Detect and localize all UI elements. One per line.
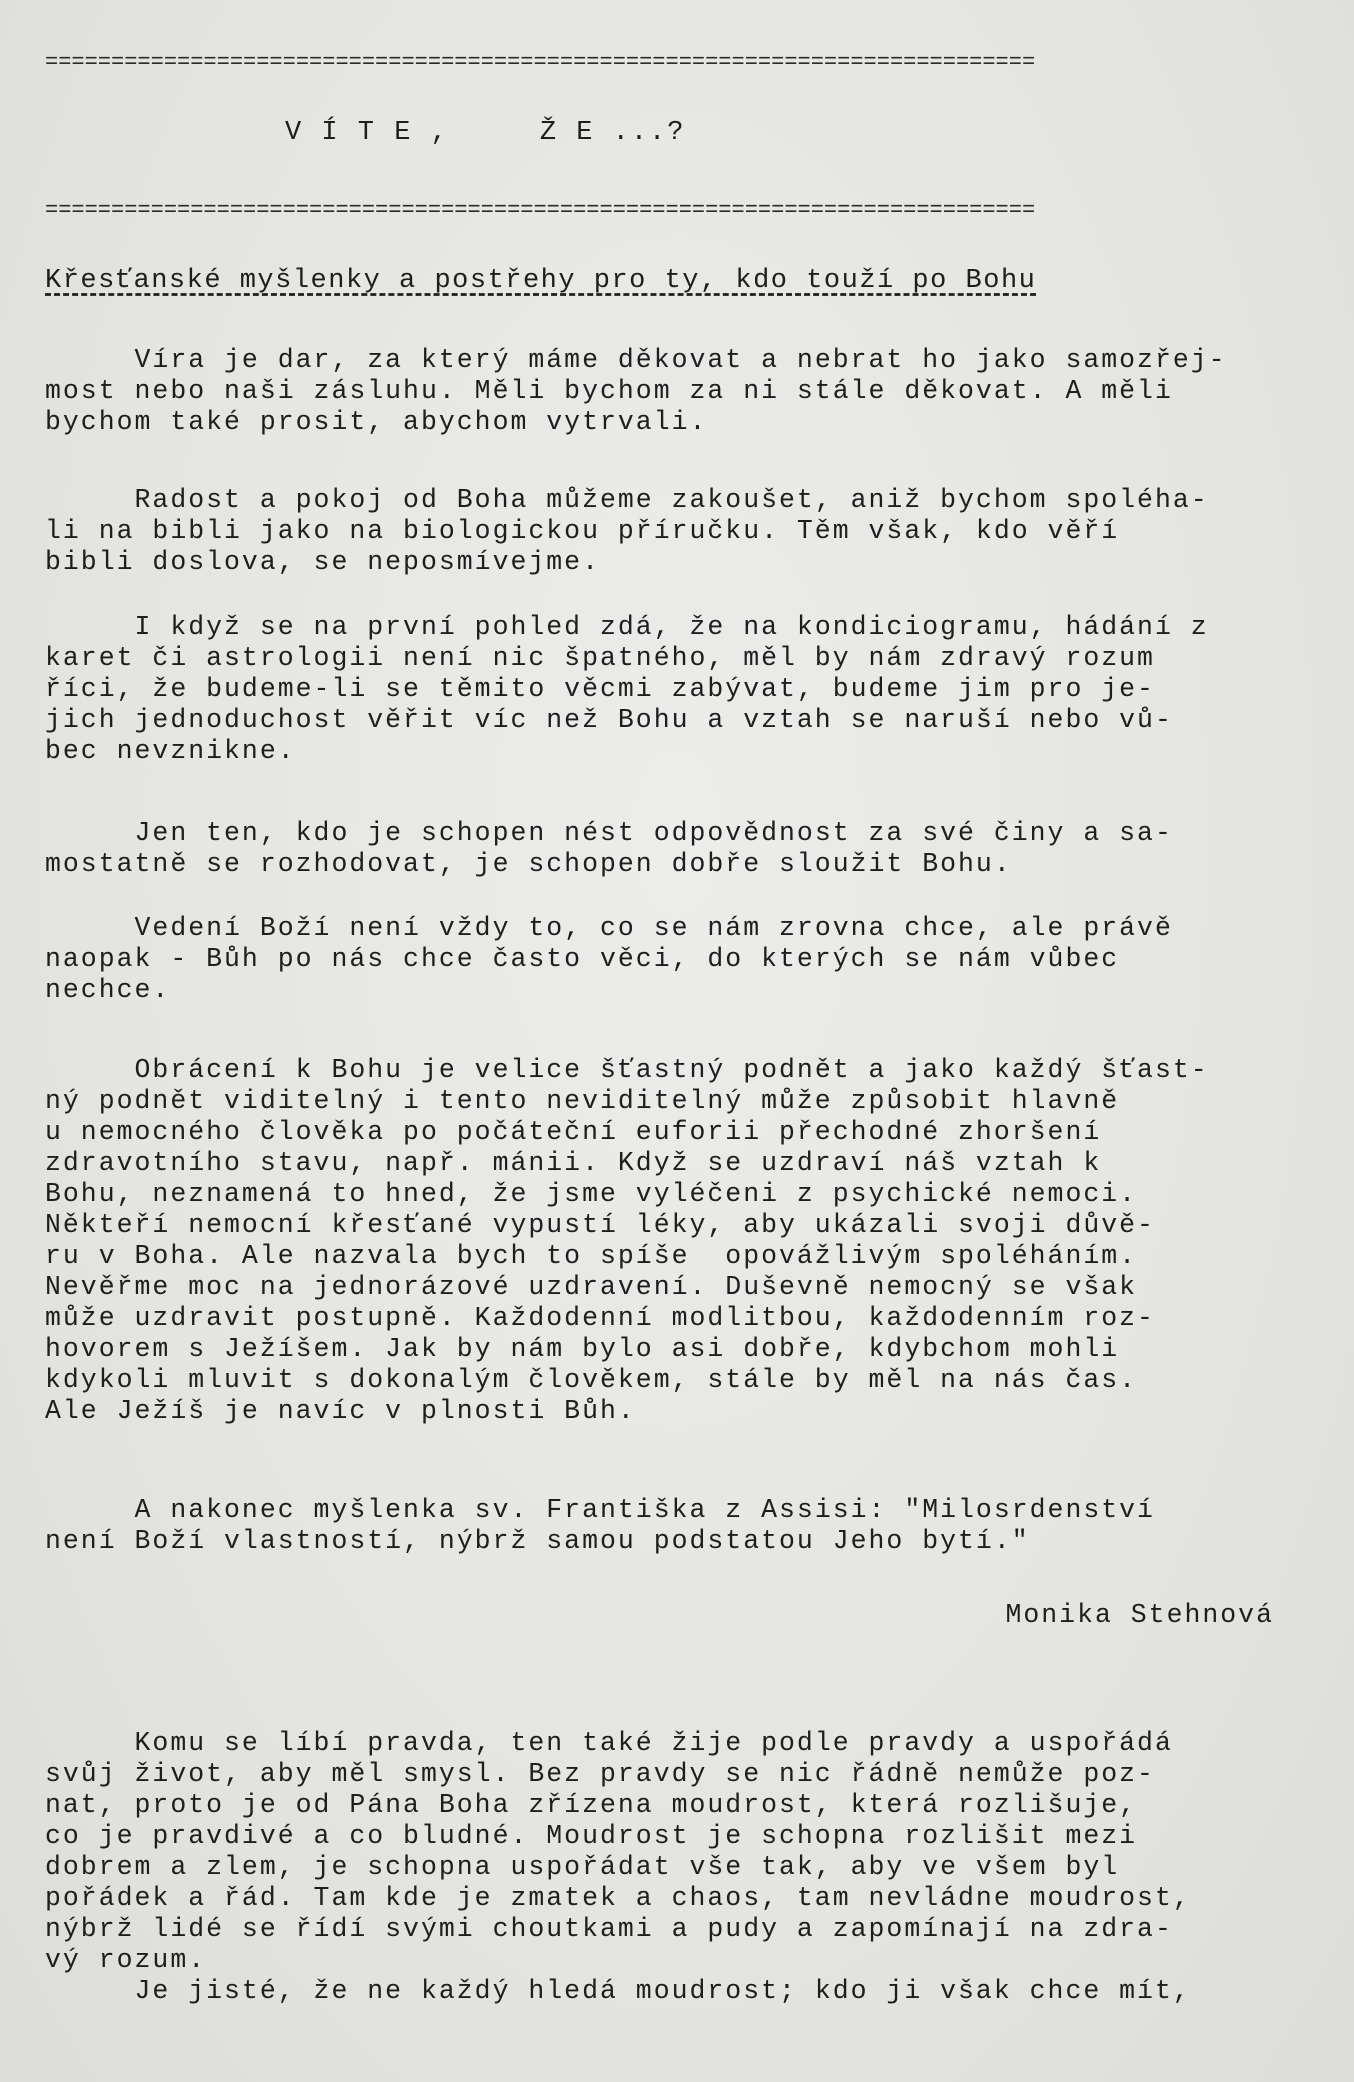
paragraph-responsibility: Jen ten, kdo je schopen nést odpovědnost za své činy a sa- mostatně se rozhodovat, je schopen dobře sloužit Bohu.: [45, 818, 1173, 879]
paragraph-francis-quote: A nakonec myšlenka sv. Františka z Assisi: "Milosrdenství není Boží vlastností, nýbrž samou podstatou Jeho bytí.": [45, 1495, 1155, 1556]
paragraph-truth: Komu se líbí pravda, ten také žije podle pravdy a uspořádá svůj život, aby měl smysl. Bez pravdy se nic řádně nemůže poz- nat, proto je od Pána Boha zřízena moudrost, která rozlišuje, co je pravdivé a co bludné. Moudrost je schopna rozlišit mezi dobrem a zlem, je schopna uspořádat vše tak, aby ve všem byl pořádek a řád. Tam kde je zmatek a chaos, tam nevládne moudrost, nýbrž lidé se řídí svými choutkami a pudy a zapomínají na zdra- vý rozum. Je jisté, že ne každý hledá moudrost; kdo ji však chce mít,: [45, 1728, 1191, 2006]
top-rule: ===========================================================================: [45, 50, 1036, 75]
bottom-rule: ===========================================================================: [45, 198, 1036, 223]
paragraph-astrology: I když se na první pohled zdá, že na kondiciogramu, hádání z karet či astrologii není nic špatného, měl by nám zdravý rozum říci, že budeme-li se těmito věcmi zabývat, budeme jim pro je- jich jednoduchost věřit víc než Bohu a vztah se naruší nebo vů- bec nevznikne.: [45, 612, 1209, 766]
author-signature: Monika Stehnová: [1005, 1600, 1274, 1630]
paragraph-joy: Radost a pokoj od Boha můžeme zakoušet, aniž bychom spoléha- li na bibli jako na biologickou příručku. Těm však, kdo věří bibli doslova, se neposmívejme.: [45, 485, 1209, 577]
paragraph-faith: Víra je dar, za který máme děkovat a nebrat ho jako samozřej- most nebo naši zásluhu. Měli bychom za ni stále děkovat. A měli bychom také prosit, abychom vytrvali.: [45, 345, 1227, 437]
page-heading: V Í T E , Ž E ...?: [285, 118, 686, 148]
paragraph-guidance: Vedení Boží není vždy to, co se nám zrovna chce, ale právě naopak - Bůh po nás chce často věci, do kterých se nám vůbec nechce.: [45, 913, 1173, 1005]
paragraph-conversion: Obrácení k Bohu je velice šťastný podnět a jako každý šťast- ný podnět viditelný i tento neviditelný může způsobit hlavně u nemocného člověka po počáteční euforii přechodné zhoršení zdravotního stavu, např. mánii. Když se uzdraví náš vztah k Bohu, neznamená to hned, že jsme vyléčeni z psychické nemoci. Někteří nemocní křesťané vypustí léky, aby ukázali svoji důvě- ru v Boha. Ale nazvala bych to spíše opovážlivým spoléháním. Nevěřme moc na jednorázové uzdravení. Duševně nemocný se však může uzdravit postupně. Každodenní modlitbou, každodenním roz- hovorem s Ježíšem. Jak by nám bylo asi dobře, kdybchom mohli kdykoli mluvit s dokonalým člověkem, stále by měl na nás čas. Ale Ježíš je navíc v plnosti Bůh.: [45, 1055, 1209, 1426]
article-subtitle: Křesťanské myšlenky a postřehy pro ty, kdo touží po Bohu: [45, 266, 1037, 296]
